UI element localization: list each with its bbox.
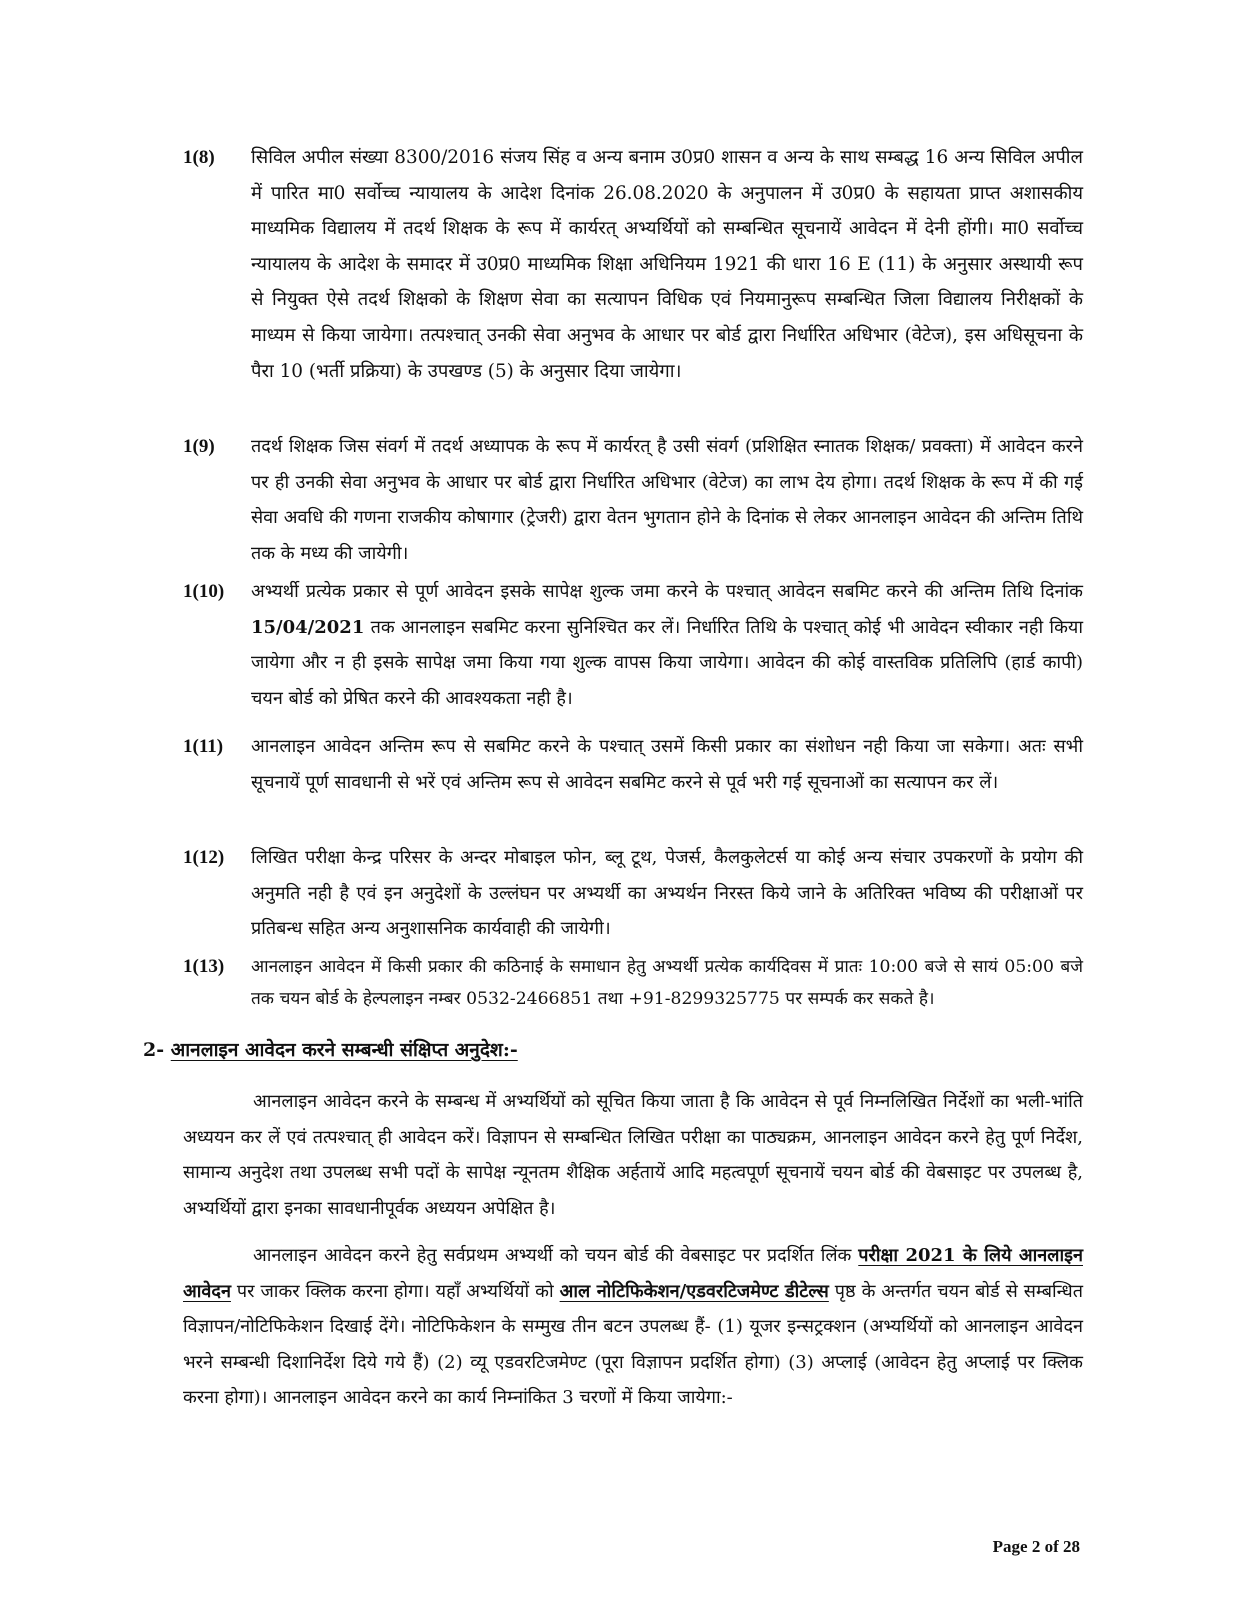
clause-1-10 xyxy=(183,574,1083,716)
section-heading xyxy=(143,1036,518,1062)
notification-details-link-text: आल नोटिफिकेशन/एडवरटिजमेण्ट डीटेल्स xyxy=(559,1280,829,1302)
clause-text: सिविल अपील संख्या 8300/2016 संजय सिंह व अन्य बनाम उ0प्र0 शासन व अन्य के साथ सम्बद्ध 16 अन्य सिविल अपील में पारित मा0 सर्वोच्च न्यायालय के आदेश दिनांक 26.08.2020 के अनुपालन में उ0प्र0 के सहायता प्राप्त अशासकीय माध्यमिक विद्यालय में तदर्थ शिक्षक के रूप में कार्यरत् अभ्यर्थियों को सम्बन्धित सूचनायें आवेदन में देनी होंगी। मा0 सर्वोच्च न्यायालय के आदेश के समादर में उ0प्र0 माध्यमिक शिक्षा अधिनियम 1921 की धारा 16 E (11) के अनुसार अस्थायी रूप से नियुक्त ऐसे तदर्थ शिक्षको के शिक्षण सेवा का सत्यापन विधिक एवं नियमानुरूप सम्बन्धित जिला विद्यालय निरीक्षकों के माध्यम से किया जायेगा। तत्पश्चात् उनकी सेवा अनुभव के आधार पर बोर्ड द्वारा निर्धारित अधिभार (वेटेज), इस अधिसूचना के पैरा 10 (भर्ती प्रक्रिया) के उपखण्ड (5) के अनुसार दिया जायेगा। xyxy=(251,147,1083,382)
paragraph-text: पर जाकर क्लिक करना होगा। यहाँ अभ्यर्थियों को xyxy=(230,1280,560,1302)
clause-text xyxy=(251,574,1083,716)
clause-number: 1(9) xyxy=(183,436,215,457)
clause-text: लिखित परीक्षा केन्द्र परिसर के अन्दर मोबाइल फोन, ब्लू टूथ, पेजर्स, कैलकुलेटर्स या कोई अन्य संचार उपकरणों के प्रयोग की अनुमति नही है एवं इन अनुदेशों के उल्लंघन पर अभ्यर्थी का अभ्यर्थन निरस्त किये जाने के अतिरिक्त भविष्य की परीक्षाओं पर प्रतिबन्ध सहित अन्य अनुशासनिक कार्यवाही की जायेगी। xyxy=(251,847,1083,940)
section-title: आनलाइन आवेदन करने सम्बन्धी संक्षिप्त अनुदेश:- xyxy=(170,1039,518,1061)
clause-number: 1(13) xyxy=(183,956,225,977)
clause-number: 1(8) xyxy=(183,147,215,168)
clause-1-13 xyxy=(183,951,1083,1015)
clause-number: 1(12) xyxy=(183,847,225,868)
paragraph-text: आनलाइन आवेदन करने हेतु सर्वप्रथम अभ्यर्थी को चयन बोर्ड की वेबसाइट पर प्रदर्शित लिंक xyxy=(253,1245,859,1266)
clause-1-9 xyxy=(183,429,1083,571)
clause-1-8 xyxy=(183,140,1083,389)
section-number: 2- xyxy=(143,1039,165,1061)
clause-number: 1(10) xyxy=(183,581,225,602)
paragraph-text: पृष्ठ के अन्तर्गत चयन बोर्ड से सम्बन्धित विज्ञापन/नोटिफिकेशन दिखाई देंगे। नोटिफिकेशन के सम्मुख तीन बटन उपलब्ध हैं- (1) यूजर इन्सट्रक्शन (अभ्यर्थियों को आनलाइन आवेदन भरने सम्बन्धी दिशानिर्देश दिये गये हैं) (2) व्यू एडवरटिजमेण्ट (पूरा विज्ञापन प्रदर्शित होगा) (3) अप्लाई (आवेदन हेतु अप्लाई पर क्लिक करना होगा)। आनलाइन आवेदन करने का कार्य निम्नांकित 3 चरणों में किया जायेगा:- xyxy=(183,1280,1083,1409)
page-number: Page 2 of 28 xyxy=(992,1537,1080,1556)
instruction-paragraph xyxy=(183,1238,1083,1416)
clause-number: 1(11) xyxy=(183,736,224,757)
online-application-link-text: परीक्षा 2021 के लिये आनलाइन आवेदन xyxy=(183,1245,1083,1302)
clause-text-part: तक आनलाइन सबमिट करना सुनिश्चित कर लें। निर्धारित तिथि के पश्चात् कोई भी आवेदन स्वीकार नही किया जायेगा और न ही इसके सापेक्ष जमा किया गया शुल्क वापस किया जायेगा। आवेदन की कोई वास्तविक प्रतिलिपि (हार्ड कापी) चयन बोर्ड को प्रेषित करने की आवश्यकता नही है। xyxy=(251,616,1083,709)
clause-1-11 xyxy=(183,729,1083,800)
clause-text: तदर्थ शिक्षक जिस संवर्ग में तदर्थ अध्यापक के रूप में कार्यरत् है उसी संवर्ग (प्रशिक्षित स्नातक शिक्षक/ प्रवक्ता) में आवेदन करने पर ही उनकी सेवा अनुभव के आधार पर बोर्ड द्वारा निर्धारित अधिभार (वेटेज) का लाभ देय होगा। तदर्थ शिक्षक के रूप में की गई सेवा अवधि की गणना राजकीय कोषागार (ट्रेजरी) द्वारा वेतन भुगतान होने के दिनांक से लेकर आनलाइन आवेदन की अन्तिम तिथि तक के मध्य की जायेगी। xyxy=(251,436,1083,564)
clause-text: आनलाइन आवेदन अन्तिम रूप से सबमिट करने के पश्चात् उसमें किसी प्रकार का संशोधन नही किया जा सकेगा। अतः सभी सूचनायें पूर्ण सावधानी से भरें एवं अन्तिम रूप से आवेदन सबमिट करने से पूर्व भरी गई सूचनाओं का सत्यापन कर लें। xyxy=(251,736,1083,793)
last-date: 15/04/2021 xyxy=(251,616,365,638)
clause-1-12 xyxy=(183,840,1083,947)
instruction-paragraph: आनलाइन आवेदन करने के सम्बन्ध में अभ्यर्थियों को सूचित किया जाता है कि आवेदन से पूर्व निम्नलिखित निर्देशों का भली-भांति अध्ययन कर लें एवं तत्पश्चात् ही आवेदन करें। विज्ञापन से सम्बन्धित लिखित परीक्षा का पाठ्यक्रम, आनलाइन आवेदन करने हेतु पूर्ण निर्देश, सामान्य अनुदेश तथा उपलब्ध सभी पदों के सापेक्ष न्यूनतम शैक्षिक अर्हतायें आदि महत्वपूर्ण सूचनायें चयन बोर्ड की वेबसाइट पर उपलब्ध है, अभ्यर्थियों द्वारा इनका सावधानीपूर्वक अध्ययन अपेक्षित है। xyxy=(183,1091,1083,1219)
clause-text: आनलाइन आवेदन में किसी प्रकार की कठिनाई के समाधान हेतु अभ्यर्थी प्रत्येक कार्यदिवस में प्रातः 10:00 बजे से सायं 05:00 बजे तक चयन बोर्ड के हेल्पलाइन नम्बर 0532-2466851 तथा +91-8299325775 पर सम्पर्क कर सकते है। xyxy=(251,957,1083,1009)
clause-text-part: अभ्यर्थी प्रत्येक प्रकार से पूर्ण आवेदन इसके सापेक्ष शुल्क जमा करने के पश्चात् आवेदन सबमिट करने की अन्तिम तिथि दिनांक xyxy=(251,581,1083,602)
